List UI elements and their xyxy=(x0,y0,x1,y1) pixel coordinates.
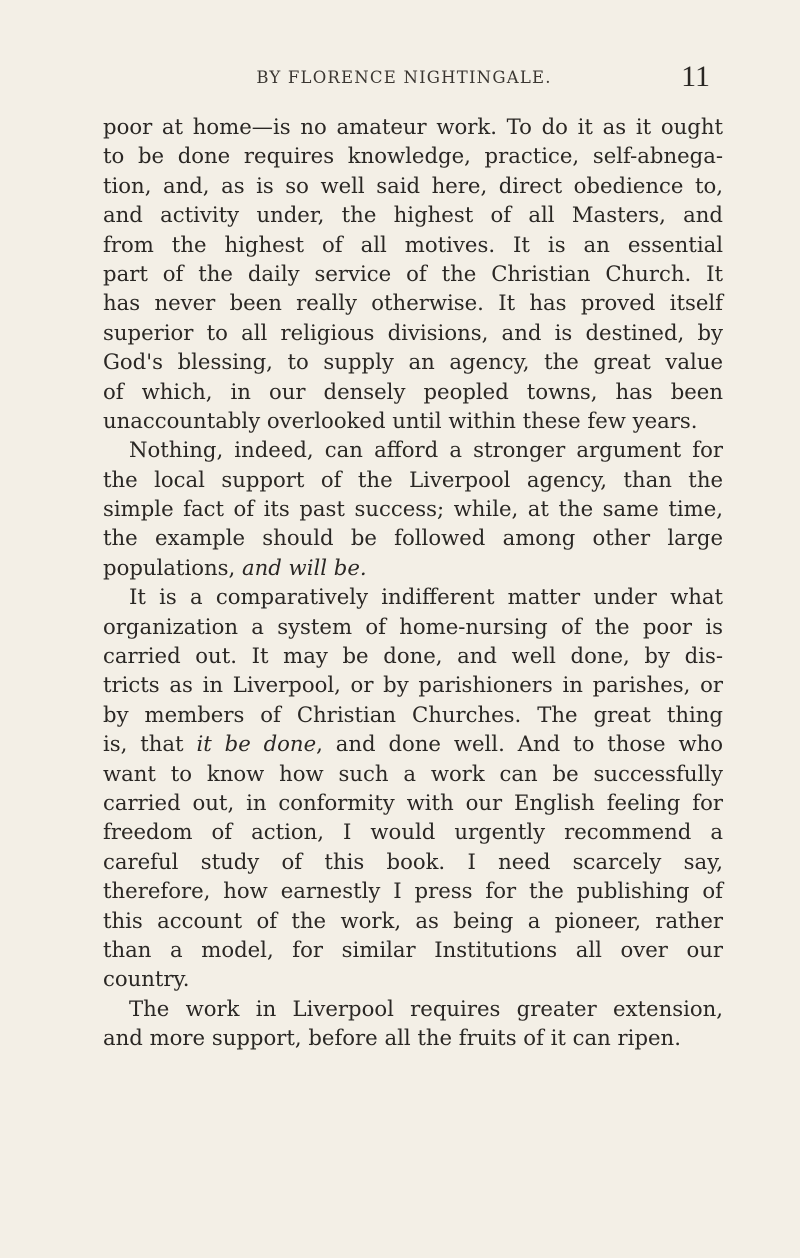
text-segment: country. xyxy=(103,966,190,992)
text-line xyxy=(103,582,723,611)
text-segment: than a model, for similar Institutions all over our xyxy=(103,936,723,962)
text-line xyxy=(103,612,723,641)
text-line xyxy=(103,406,723,435)
text-segment: the example should be followed among other large xyxy=(103,525,723,551)
text-segment: It is a comparatively indifferent matter under what xyxy=(129,584,723,610)
text-segment: freedom of action, I would urgently recommend a xyxy=(103,819,723,845)
text-segment: to be done requires knowledge, practice, self-abnega- xyxy=(103,143,723,169)
text-segment: organization a system of home-nursing of the poor is xyxy=(103,613,723,639)
text-segment: part of the daily service of the Christian Church. It xyxy=(103,260,723,286)
body-text xyxy=(103,112,723,1053)
text-line xyxy=(103,141,723,170)
text-segment: careful study of this book. I need scarcely say, xyxy=(103,848,723,874)
text-line xyxy=(103,670,723,699)
text-line xyxy=(103,1023,723,1052)
text-line xyxy=(103,171,723,200)
text-line xyxy=(103,553,723,582)
text-segment: has never been really otherwise. It has proved itself xyxy=(103,290,723,316)
text-line xyxy=(103,935,723,964)
text-line xyxy=(103,876,723,905)
text-segment: The work in Liverpool requires greater extension, xyxy=(129,995,723,1021)
text-line xyxy=(103,906,723,935)
text-segment: superior to all religious divisions, and is destined, by xyxy=(103,319,723,345)
text-line xyxy=(103,641,723,670)
text-segment: the local support of the Liverpool agency, than the xyxy=(103,466,723,492)
text-line xyxy=(103,817,723,846)
text-line xyxy=(103,847,723,876)
text-segment: populations, xyxy=(103,554,242,580)
text-segment: from the highest of all motives. It is an essential xyxy=(103,231,723,257)
text-line xyxy=(103,964,723,993)
text-segment: tion, and, as is so well said here, direct obedience to, xyxy=(103,172,723,198)
text-segment: therefore, how earnestly I press for the publishing of xyxy=(103,878,723,904)
text-line xyxy=(103,347,723,376)
text-segment: by members of Christian Churches. The great thing xyxy=(103,701,723,727)
text-segment: Nothing, indeed, can afford a stronger argument for xyxy=(129,437,723,463)
text-segment: and more support, before all the fruits of it can ripen. xyxy=(103,1025,681,1051)
text-line xyxy=(103,465,723,494)
italic-text: it be done xyxy=(196,731,317,757)
text-segment: carried out, in conformity with our English feeling for xyxy=(103,789,723,815)
text-line xyxy=(103,318,723,347)
text-segment: simple fact of its past success; while, at the same time, xyxy=(103,496,723,522)
text-line xyxy=(103,230,723,259)
text-line xyxy=(103,523,723,552)
text-line xyxy=(103,377,723,406)
text-segment: poor at home—is no amateur work. To do it as it ought xyxy=(103,114,723,139)
running-head xyxy=(98,60,710,100)
text-line xyxy=(103,494,723,523)
text-line xyxy=(103,288,723,317)
text-segment: , and done well. And to those who xyxy=(316,731,723,757)
text-line xyxy=(103,435,723,464)
text-segment: carried out. It may be done, and well done, by dis- xyxy=(103,643,723,669)
text-line xyxy=(103,759,723,788)
text-line xyxy=(103,788,723,817)
text-line xyxy=(103,700,723,729)
text-line xyxy=(103,259,723,288)
text-segment: unaccountably overlooked until within these few years. xyxy=(103,407,698,433)
text-segment: want to know how such a work can be successfully xyxy=(103,760,723,786)
text-segment: God's blessing, to supply an agency, the great value xyxy=(103,349,723,375)
text-segment: this account of the work, as being a pioneer, rather xyxy=(103,907,723,933)
text-line xyxy=(103,112,723,141)
italic-text: and will be. xyxy=(241,554,367,580)
text-line xyxy=(103,994,723,1023)
running-title: BY FLORENCE NIGHTINGALE. xyxy=(256,68,552,87)
page-number: 11 xyxy=(681,60,710,93)
text-segment: and activity under, the highest of all Masters, and xyxy=(103,202,723,228)
text-segment: tricts as in Liverpool, or by parishioners in parishes, or xyxy=(103,672,723,698)
text-line xyxy=(103,200,723,229)
text-segment: of which, in our densely peopled towns, has been xyxy=(103,378,723,404)
text-line xyxy=(103,729,723,758)
text-segment: is, that xyxy=(103,731,197,757)
